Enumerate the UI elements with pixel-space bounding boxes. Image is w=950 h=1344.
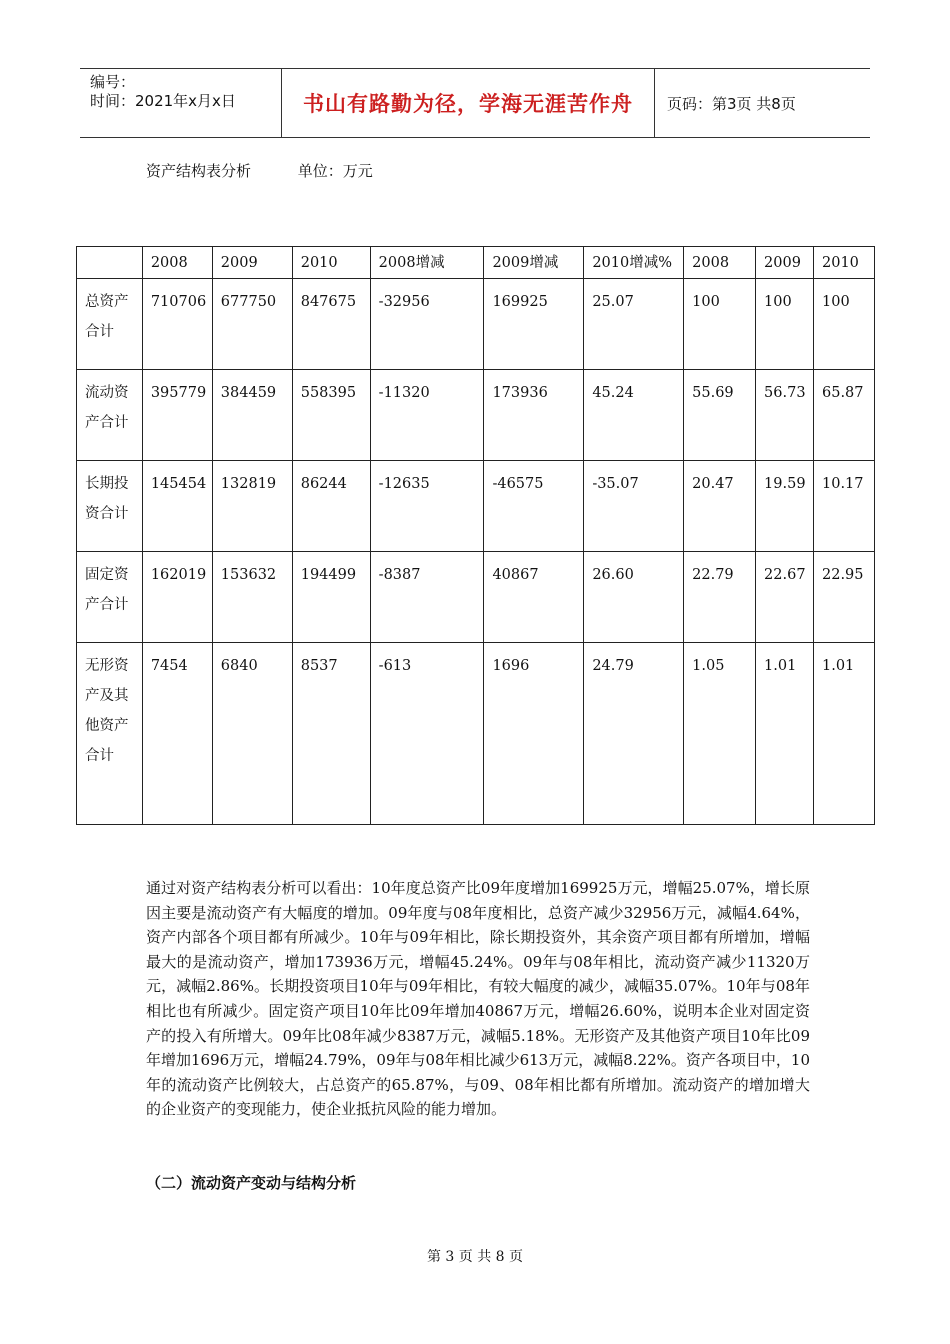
table-cell: 1696 bbox=[484, 643, 584, 825]
row-label: 无形资产及其他资产合计 bbox=[77, 643, 143, 825]
header-cell: 2010 bbox=[292, 247, 370, 279]
header-motto: 书山有路勤为径，学海无涯苦作舟 bbox=[282, 69, 655, 137]
table-cell: 194499 bbox=[292, 552, 370, 643]
analysis-paragraph: 通过对资产结构表分析可以看出：10年度总资产比09年度增加169925万元，增幅25.07%，增长原因主要是流动资产有大幅度的增加。09年度与08年度相比，总资产减少32956万元，减幅4.64%，资产内部各个项目都有所减少。10年与09年相比，除长期投资外，其余资产项目都有所增加，增幅最大的是流动资产，增加173936万元，增幅45.24%。09年与08年相比，流动资产减少11320万元，减幅2.86%。长期投资项目10年与09年相比，有较大幅度的减少，减幅35.07%。10年与08年相比也有所减少。固定资产项目10年比09年增加40867万元，增幅26.60%，说明本企业对固定资产的投入有所增大。09年比08年减少8387万元，减幅5.18%。无形资产及其他资产项目10年比09年增加1696万元，增幅24.79%，09年与08年相比减少613万元，减幅8.22%。资产各项目中，10年的流动资产比例较大，占总资产的65.87%，与09、08年相比都有所增加。流动资产的增加增大的企业资产的变现能力，使企业抵抗风险的能力增加。 bbox=[146, 879, 810, 1119]
section-heading: （二）流动资产变动与结构分析 bbox=[146, 1174, 357, 1192]
table-cell: -11320 bbox=[370, 370, 484, 461]
table-cell: 162019 bbox=[142, 552, 212, 643]
table-cell: 1.01 bbox=[756, 643, 814, 825]
table-cell: 20.47 bbox=[684, 461, 756, 552]
table-cell: 1.05 bbox=[684, 643, 756, 825]
header-meta bbox=[80, 69, 282, 137]
table-cell: 847675 bbox=[292, 279, 370, 370]
caption-title: 资产结构表分析 bbox=[146, 162, 252, 180]
table-row bbox=[77, 370, 875, 461]
table-row bbox=[77, 279, 875, 370]
table-cell: 40867 bbox=[484, 552, 584, 643]
table-cell: 24.79 bbox=[584, 643, 684, 825]
page-header bbox=[80, 68, 870, 138]
table-cell: 395779 bbox=[142, 370, 212, 461]
header-cell: 2009 bbox=[212, 247, 292, 279]
table-row bbox=[77, 552, 875, 643]
table-cell: 145454 bbox=[142, 461, 212, 552]
header-cell: 2009 bbox=[756, 247, 814, 279]
table-cell: 22.67 bbox=[756, 552, 814, 643]
table-cell: 65.87 bbox=[814, 370, 875, 461]
caption-unit: 单位：万元 bbox=[297, 162, 373, 180]
table-cell: 153632 bbox=[212, 552, 292, 643]
table-cell: 100 bbox=[756, 279, 814, 370]
table-cell: 173936 bbox=[484, 370, 584, 461]
table-cell: 86244 bbox=[292, 461, 370, 552]
asset-structure-table bbox=[76, 246, 875, 825]
table-cell: -46575 bbox=[484, 461, 584, 552]
table-cell: 100 bbox=[814, 279, 875, 370]
header-page-info: 页码：第3页 共8页 bbox=[667, 94, 796, 113]
table-cell: 22.79 bbox=[684, 552, 756, 643]
table-cell: 169925 bbox=[484, 279, 584, 370]
table-cell: 1.01 bbox=[814, 643, 875, 825]
table-cell: -32956 bbox=[370, 279, 484, 370]
table-cell: 6840 bbox=[212, 643, 292, 825]
header-cell: 2008 bbox=[142, 247, 212, 279]
row-label: 总资产合计 bbox=[77, 279, 143, 370]
table-cell: 56.73 bbox=[756, 370, 814, 461]
header-cell bbox=[77, 247, 143, 279]
table-caption bbox=[146, 160, 373, 181]
number-label: 编号： bbox=[90, 73, 136, 91]
table-cell: 26.60 bbox=[584, 552, 684, 643]
table-row bbox=[77, 643, 875, 825]
table-cell: -8387 bbox=[370, 552, 484, 643]
header-cell: 2010增减% bbox=[584, 247, 684, 279]
table-header-row bbox=[77, 247, 875, 279]
table-cell: 558395 bbox=[292, 370, 370, 461]
header-cell: 2009增减 bbox=[484, 247, 584, 279]
table-cell: -12635 bbox=[370, 461, 484, 552]
row-label: 流动资产合计 bbox=[77, 370, 143, 461]
table-cell: 25.07 bbox=[584, 279, 684, 370]
table-cell: 677750 bbox=[212, 279, 292, 370]
table-cell: 384459 bbox=[212, 370, 292, 461]
table-cell: 55.69 bbox=[684, 370, 756, 461]
table-cell: 132819 bbox=[212, 461, 292, 552]
table-cell: -35.07 bbox=[584, 461, 684, 552]
header-cell: 2010 bbox=[814, 247, 875, 279]
table-cell: 100 bbox=[684, 279, 756, 370]
header-cell: 2008增减 bbox=[370, 247, 484, 279]
table-cell: -613 bbox=[370, 643, 484, 825]
row-label: 固定资产合计 bbox=[77, 552, 143, 643]
table-cell: 22.95 bbox=[814, 552, 875, 643]
table-cell: 10.17 bbox=[814, 461, 875, 552]
time-label: 时间：2021年x月x日 bbox=[90, 92, 236, 110]
header-cell: 2008 bbox=[684, 247, 756, 279]
table-cell: 45.24 bbox=[584, 370, 684, 461]
table-cell: 7454 bbox=[142, 643, 212, 825]
table-cell: 710706 bbox=[142, 279, 212, 370]
table-row bbox=[77, 461, 875, 552]
row-label: 长期投资合计 bbox=[77, 461, 143, 552]
table-cell: 8537 bbox=[292, 643, 370, 825]
table-cell: 19.59 bbox=[756, 461, 814, 552]
page-footer: 第 3 页 共 8 页 bbox=[426, 1249, 524, 1265]
